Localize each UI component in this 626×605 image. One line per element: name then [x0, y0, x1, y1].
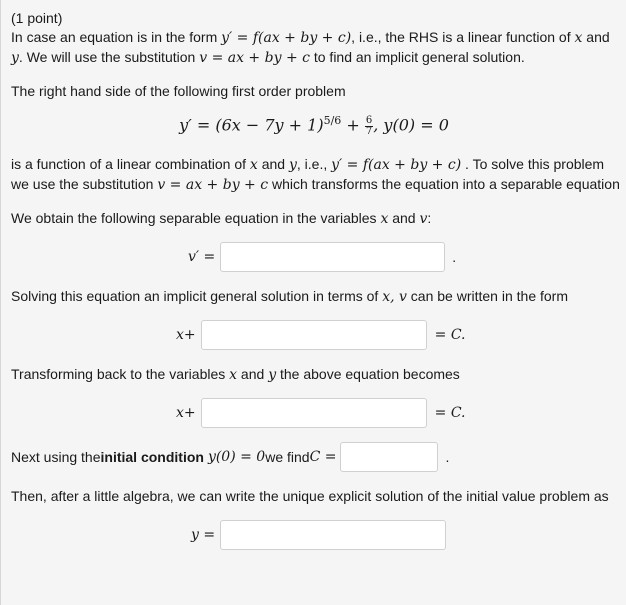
text: , i.e., [296, 156, 332, 172]
text: Transforming back to the variables [11, 366, 230, 382]
text: is a function of a linear combination of [11, 156, 250, 172]
var-v: v [419, 211, 428, 227]
c-equals-label: C = [309, 449, 337, 465]
fraction-numerator: 6 [365, 114, 373, 126]
substitution-equation: v = ax + by + c [157, 177, 269, 193]
text: We obtain the following separable equation in the variables [11, 210, 381, 226]
step3-answer-row [176, 398, 465, 428]
var-y: y [11, 50, 19, 66]
text: the above equation becomes [276, 366, 460, 382]
step1-answer-row [188, 242, 456, 272]
v-prime-label: v′ = [188, 249, 216, 265]
exponent: 5/6 [323, 114, 342, 127]
step4-row [11, 442, 449, 472]
text: and [257, 156, 289, 172]
text: can be written in the form [406, 288, 568, 304]
equals-c-label: = C. [434, 327, 466, 343]
text: Next using the [11, 449, 101, 465]
implicit-solution-xv-input[interactable] [201, 320, 427, 350]
equals-c-label: = C. [434, 405, 466, 421]
step5-answer-row [191, 520, 446, 550]
initial-condition-eq: y(0) = 0 [207, 449, 266, 465]
intro-line-2 [11, 48, 525, 67]
fraction-denominator: 7 [365, 125, 373, 137]
var-x: x [574, 30, 583, 46]
plus-sign: + [341, 115, 365, 135]
x-plus-label: x+ [176, 405, 196, 421]
ode-rhs: y′ = (6x − 7y + 1) [179, 115, 324, 135]
problem-lead: The right hand side of the following first order problem [11, 83, 346, 99]
implicit-solution-xy-input[interactable] [201, 398, 427, 428]
text: : [427, 210, 432, 226]
intro-text: In case an equation is in the form [11, 29, 222, 45]
text: and [388, 210, 420, 226]
var-x: x [380, 211, 389, 227]
step2-text [11, 287, 568, 306]
text: and [237, 366, 269, 382]
step3-text [11, 365, 460, 384]
text: which transforms the equation into a separable equation [268, 176, 620, 192]
intro-text: , i.e., the RHS is a linear function of [351, 29, 575, 45]
step1-text [11, 209, 431, 228]
intro-text: and [582, 29, 610, 45]
text: Solving this equation an implicit general solution in terms of [11, 288, 383, 304]
points-label: (1 point) [11, 10, 63, 26]
var-y: y [268, 367, 277, 383]
fraction [365, 116, 373, 137]
text: . To solve this problem [461, 156, 605, 172]
step2-answer-row [176, 320, 465, 350]
intro-line-1 [11, 28, 610, 47]
intro-text: to find an implicit general solution. [309, 49, 525, 65]
vars-xv: x, v [382, 289, 407, 305]
initial-condition-label: initial condition [100, 449, 204, 465]
y-equals-label: y = [191, 527, 216, 543]
var-x: x [249, 157, 258, 173]
separable-equation-input[interactable] [220, 242, 445, 272]
period: . [452, 249, 457, 265]
explicit-solution-input[interactable] [220, 520, 446, 550]
text: we find [265, 449, 310, 465]
var-x: x [229, 367, 238, 383]
text: we use the substitution [11, 176, 158, 192]
paragraph2-line-2 [11, 175, 620, 194]
main-equation [1, 114, 626, 137]
intro-text: . We will use the substitution [18, 49, 200, 65]
step5-text: Then, after a little algebra, we can write the unique explicit solution of the initial value problem as [11, 488, 609, 504]
paragraph2-line-1 [11, 155, 604, 174]
substitution-equation: v = ax + by + c [199, 50, 310, 66]
initial-condition: , y(0) = 0 [373, 115, 449, 135]
x-plus-label: x+ [176, 327, 196, 343]
period: . [445, 449, 450, 465]
form-equation: y′ = f(ax + by + c) [331, 157, 462, 173]
intro-equation: y′ = f(ax + by + c) [221, 30, 352, 46]
constant-c-input[interactable] [340, 442, 438, 472]
var-y: y [288, 157, 297, 173]
